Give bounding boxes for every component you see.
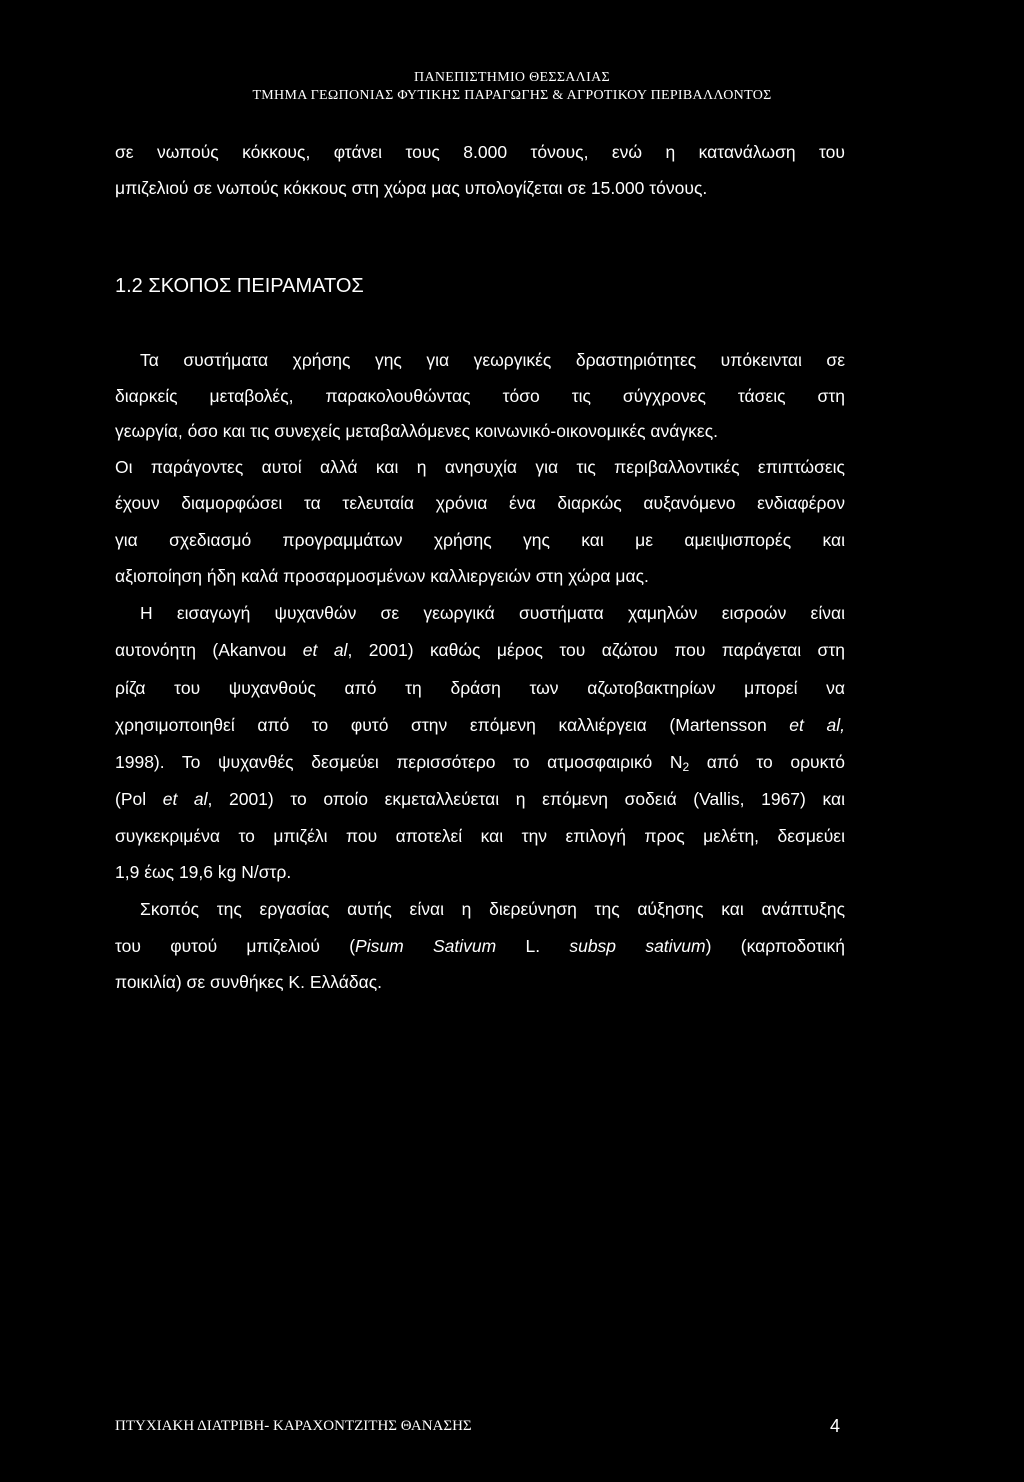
p2-line-5a: 1998). Το ψυχανθές δεσμεύει περισσότερο το ατμοσφαιρικό N: [115, 752, 683, 772]
p1-line-2: διαρκείς μεταβολές, παρακολουθώντας τόσο τις σύγχρονες τάσεις στη: [115, 386, 845, 406]
p2-line-2a: αυτονόητη (Akanvou: [115, 640, 303, 660]
p2-line-1: Η εισαγωγή ψυχανθών σε γεωργικά συστήματα χαμηλών εισροών είναι: [140, 603, 845, 623]
p2-etal-3: et al: [162, 789, 208, 809]
p2-line-4a: χρησιμοποιηθεί από το φυτό στην επόμενη καλλιέργεια (Martensson: [115, 715, 790, 735]
p2-line-2b: , 2001) καθώς μέρος του αζώτου που παράγεται στη: [347, 640, 845, 660]
p3-species-name: Pisum Sativum: [355, 936, 497, 956]
p2-line-6: [115, 788, 845, 810]
p2-line-6a: (Pol: [115, 789, 163, 809]
p3-line-3: ποικιλία) σε συνθήκες Κ. Ελλάδας.: [115, 972, 383, 992]
intro-line-1: σε νωπούς κόκκους, φτάνει τους 8.000 τόνους, ενώ η κατανάλωση του: [115, 142, 845, 162]
p2-etal-1: et al: [302, 640, 348, 660]
header-university: ΠΑΝΕΠΙΣΤΗΜΙΟ ΘΕΣΣΑΛΙΑΣ: [414, 70, 610, 85]
footer-text: ΠΤΥΧΙΑΚΗ ΔΙΑΤΡΙΒΗ- ΚΑΡΑΧΟΝΤΖΙΤΗΣ ΘΑΝΑΣΗΣ: [115, 1418, 472, 1434]
p1-line-1: Τα συστήματα χρήσης γης για γεωργικές δραστηριότητες υπόκεινται σε: [140, 350, 845, 370]
p3-line-2b: ) (καρποδοτική: [705, 936, 845, 956]
p2-line-5: [115, 751, 845, 773]
header-department: ΤΜΗΜΑ ΓΕΩΠΟΝΙΑΣ ΦΥΤΙΚΗΣ ΠΑΡΑΓΩΓΗΣ & ΑΓΡΟΤΙΚΟΥ ΠΕΡΙΒΑΛΛΟΝΤΟΣ: [252, 88, 772, 103]
p3-line-2a: του φυτού μπιζελιού (: [115, 936, 356, 956]
p2-line-6b: , 2001) το οποίο εκμεταλλεύεται η επόμενη σοδειά (Vallis, 1967) και: [207, 789, 845, 809]
p2-line-2: [115, 639, 845, 661]
p1-line-5: έχουν διαμορφώσει τα τελευταία χρόνια ένα διαρκώς αυξανόμενο ενδιαφέρον: [115, 493, 845, 513]
p3-line-1: Σκοπός της εργασίας αυτής είναι η διερεύνηση της αύξησης και ανάπτυξης: [140, 899, 845, 919]
section-heading: 1.2 ΣΚΟΠΟΣ ΠΕΙΡΑΜΑΤΟΣ: [115, 275, 364, 297]
p2-line-7: συγκεκριμένα το μπιζέλι που αποτελεί και την επιλογή προς μελέτη, δεσμεύει: [115, 826, 845, 846]
p2-line-8: 1,9 έως 19,6 kg N/στρ.: [115, 862, 292, 882]
p1-line-6: για σχεδιασμό προγραμμάτων χρήσης γης και με αμειψισπορές και: [115, 530, 845, 550]
p1-line-4: Οι παράγοντες αυτοί αλλά και η ανησυχία για τις περιβαλλοντικές επιπτώσεις: [115, 457, 845, 477]
intro-line-2: μπιζελιού σε νωπούς κόκκους στη χώρα μας υπολογίζεται σε 15.000 τόνους.: [115, 178, 708, 198]
p3-line-2: [115, 935, 845, 957]
p2-n2-subscript: 2: [682, 760, 690, 774]
p2-line-4: [115, 714, 845, 736]
page-number: 4: [830, 1416, 841, 1436]
p2-etal-2: et al,: [789, 715, 845, 735]
p1-line-3: γεωργία, όσο και τις συνεχείς μεταβαλλόμενες κοινωνικό-οικονομικές ανάγκες.: [115, 421, 718, 441]
p3-subspecies: subsp sativum: [569, 936, 706, 956]
p1-line-7: αξιοποίηση ήδη καλά προσαρμοσμένων καλλιεργειών στη χώρα μας.: [115, 566, 649, 586]
p2-line-3: ρίζα του ψυχανθούς από τη δράση των αζωτοβακτηρίων μπορεί να: [115, 678, 845, 698]
p2-line-5b: από το ορυκτό: [689, 752, 846, 772]
p3-line-2-mid: L.: [496, 936, 570, 956]
